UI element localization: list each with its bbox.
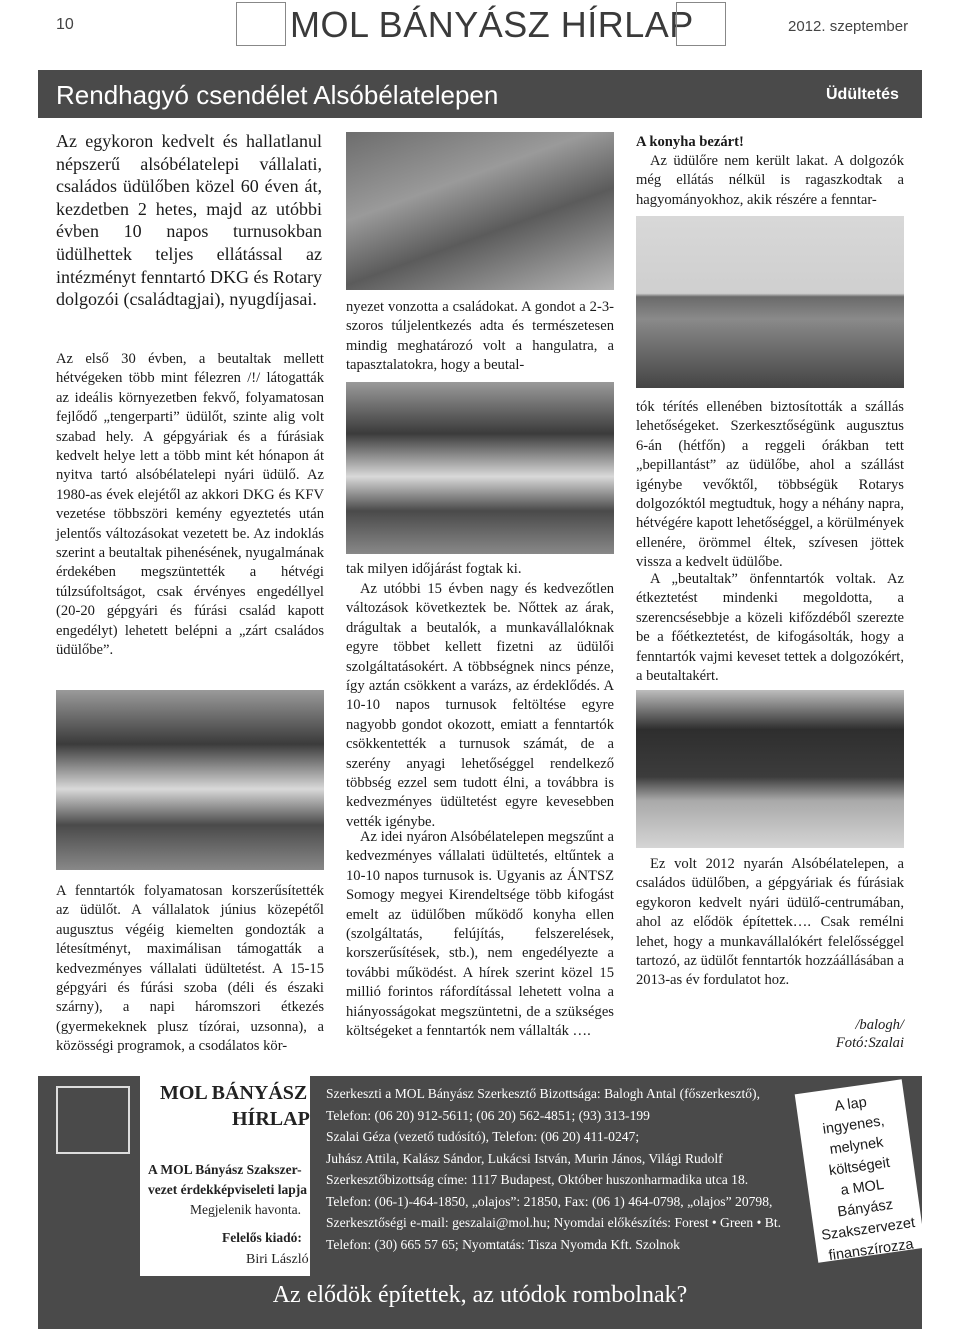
issue-date: 2012. szeptember <box>788 18 909 35</box>
section-heading: A konyha bezárt! <box>636 134 744 150</box>
article-body-col1-continued: A fenntartók folyamatosan korszerűsítették az üdülőt. A vállalatok június közepétől augusztus végéig kiemelten gondozták a létesítményt, maximálisan támogatták a kedvezményes vállalati üdültetést. A 15-15 gépgyári és fúrási szoba (déli és északi szárny), a napi háromszori étkezés (gyermekeknek plusz tízórai, uzsonna), a közösségi programok, a csodálatos kör- <box>56 883 324 1055</box>
note-line: ingyenes, <box>821 1113 886 1138</box>
note-line: költségeit <box>827 1154 891 1180</box>
masthead-title: MOL BÁNYÁSZ HÍRLAP <box>290 4 694 45</box>
article-title: Rendhagyó csendélet Alsóbélatelepen <box>56 80 499 110</box>
footer-paper-title: MOL BÁNYÁSZ <box>160 1082 308 1104</box>
footer-frequency: Megjelenik havonta. <box>190 1202 301 1217</box>
footer-publisher-label: Felelős kiadó: <box>222 1230 302 1245</box>
author-signature: /balogh/ <box>855 1017 904 1033</box>
footer-publisher-name: Biri László <box>246 1252 309 1267</box>
article-body-col3: Az üdülőre nem került lakat. A dolgozók még ellátás nélkül is ragaszkodtak a hagyományokhoz, akik részére a fenntar- <box>636 153 904 208</box>
article-body-col2: nyezet vonzotta a családokat. A gondot a 2-3-szoros túljelentkezés adta és természetesen mindig meghatározó volt a hangulatra, a tapasztalatokra, hogy a beutal- <box>346 299 614 374</box>
note-line: a MOL <box>839 1176 886 1199</box>
holiday-house-photo <box>346 382 614 554</box>
newspaper-logo-icon <box>236 2 286 46</box>
footer-slogan: Az elődök építettek, az utódok rombolnak? <box>272 1282 688 1308</box>
article-body-col3-d: Ez volt 2012 nyarán Alsóbélatelepen, a családos üdülőben, a gépgyáriak és fúrásiak egykoron kedvelt nyári üdülő-centrumában, ahol az elődök építettek…. Csak remélni lehet, hogy a munkavállalókért felelősséggel tartozó, az üdülőt fenntartók hozzáállásában a 2013-as év fordulatot hoz. <box>636 856 904 989</box>
editorial-line: Szerkesztőségi e-mail: geszalai@mol.hu; Nyomdai előkészítés: Forest • Green • Bt. <box>326 1215 782 1230</box>
footer-subtitle: A MOL Bányász Szakszer- <box>148 1162 302 1177</box>
newspaper-logo-icon <box>56 1086 130 1154</box>
editorial-line: Telefon: (06-1)-464-1850, „olajos”: 21850, Fax: (06 1) 464-0798, „olajos” 20798, <box>326 1193 773 1209</box>
editorial-line: Telefon: (30) 665 57 65; Nyomtatás: Tisza Nyomda Kft. Szolnok <box>326 1236 680 1252</box>
editorial-line: Szerkesztőbizottság címe: 1117 Budapest, Október huszonharmadika utca 18. <box>326 1172 749 1187</box>
note-line: Szakszervezet <box>820 1214 917 1244</box>
newspaper-logo-icon <box>676 2 726 46</box>
note-line: Bányász <box>836 1196 894 1221</box>
footer-paper-title-2: HÍRLAP <box>232 1108 310 1130</box>
vacationers-photo <box>346 132 614 290</box>
article-body-col2-b: tak milyen időjárást fogtak ki. <box>346 561 522 577</box>
article-body-col2-d: Az idei nyáron Alsóbélatelepen megszűnt a kedvezményes vállalati üdültetés, eltűntek a 10-10 napos turnusok is. Ugyanis az ÁNTSZ Somogy megyei Kirendeltsége több kifogást emelt az üdülőben működő konyha ellen (szolgáltatás, felújítás, felszerelések, korszerűsítések, stb.), nem engedélyezte a további működést. A hírek szerint közel 15 millió forintos ráfordítással lehetett volna a hiányosságokat megszüntetni, de a szükséges költségeket a fenntartók nem vállalták …. <box>346 829 614 1040</box>
note-line: finanszírozza <box>827 1236 915 1265</box>
lakeside-trees-photo <box>636 690 904 848</box>
photo-credit: Fotó:Szalai <box>835 1035 904 1051</box>
article-body-col3-c: A „beutaltak” önfenntartók voltak. Az étkeztetést mindenki megoldotta, a szerencsésebbje a közeli kifőzdéből szerezte be a főétkeztetést, de kifogásolták, hogy a fenntartók vajmi keveset tettek a dolgozókért, a beutaltakért. <box>636 571 904 685</box>
editorial-line: Szerkeszti a MOL Bányász Szerkesztő Bizottsága: Balogh Antal (főszerkesztő), <box>326 1086 760 1101</box>
editorial-line: Szalai Géza (vezető tudósító), Telefon: (06 20) 411-0247; <box>326 1129 640 1144</box>
editorial-line: Telefon: (06 20) 912-5611; (06 20) 562-4851; (93) 313-199 <box>326 1107 650 1123</box>
section-tag: Üdültetés <box>826 86 899 103</box>
editorial-line: Juhász Attila, Kalász Sándor, Lukácsi István, Murin János, Világi Rudolf <box>326 1150 723 1166</box>
building-photo <box>56 690 324 870</box>
article-body-col1: Az első 30 évben, a beutaltak mellett hétvégeken több mint félezren /!/ látogatták az ideális környezetben fekvő, folyamatosan fejlődő „tengerparti” üdülőt, szinte alig volt szabad hely. A gépgyáriak és a fúrásiak kedvelt helye lett a több mint két hónapon át nyitva tartó alsóbélatelepi nyári üdülő. Az 1980-as évek elejétől az akkori DKG és KFV vezetése többszöri kemény egyeztetés után jelentős változásokat vezetett be. Az indoklás szerint a beutaltak pihenésének, nyugalmának érdekében megszüntették a hétvégi túlzsúfoltságot, csak érvényes engedéllyel (20-20 gépgyári és fúrási család kapott engedélyt) lehetett belépni a „zárt családos üdülőbe”. <box>56 351 324 659</box>
article-body-col3-b: tók térítés ellenében biztosították a szállás lehetőségeket. Szerkesztőségünk augusztus 6-án (hétfőn) a reggeli órákban tett „bepillantást” az üdülőbe, ahol a szállást igénybe vevőktől, többségük Rotarys dolgozóktól megtudtuk, hogy a néhány napra, hétvégére kapott lehetőséggel, a körülmények ellenére, örömmel éltek, szívesen jöttek vissza a kedvelt üdülőbe. <box>636 399 904 571</box>
note-line: A lap <box>833 1094 868 1115</box>
note-line: melynek <box>828 1134 885 1158</box>
lake-photo <box>636 216 904 388</box>
article-lead: Az egykoron kedvelt és hallatlanul népszerű alsóbélatelepi vállalati, családos üdülőben közel 60 éven át, kezdetben 2 hetes, majd az utóbbi évben 10 napos turnusokban üdülhettek teljes ellátással az intézményt fenntartó DKG és Rotary dolgozói (családtagjai), nyugdíjasai. <box>56 131 322 310</box>
page-number: 10 <box>56 16 74 33</box>
article-body-col2-c: Az utóbbi 15 évben nagy és kedvezőtlen változások következtek be. Nőttek az árak, drágultak a beutalók, a munkavállalóknak egyre többet kellett fizetni az üdülői szolgáltatásokért. A többségnek nincs pénze, így aztán csökkent a varázs, az érdeklődés. A 10-10 napos turnusok feltöltése egyre nagyobb gondot okozott, emiatt a fenntartók csökkentették a turnusok számát, de a szerény anyagi lehetőséggel rendelkező többség ezzel sem tudott élni, a továbbra is kedvezményes üdültetést egyre kevesebben vették igénybe. <box>346 581 614 830</box>
footer-subtitle-2: vezet érdekképviseleti lapja <box>148 1182 307 1197</box>
